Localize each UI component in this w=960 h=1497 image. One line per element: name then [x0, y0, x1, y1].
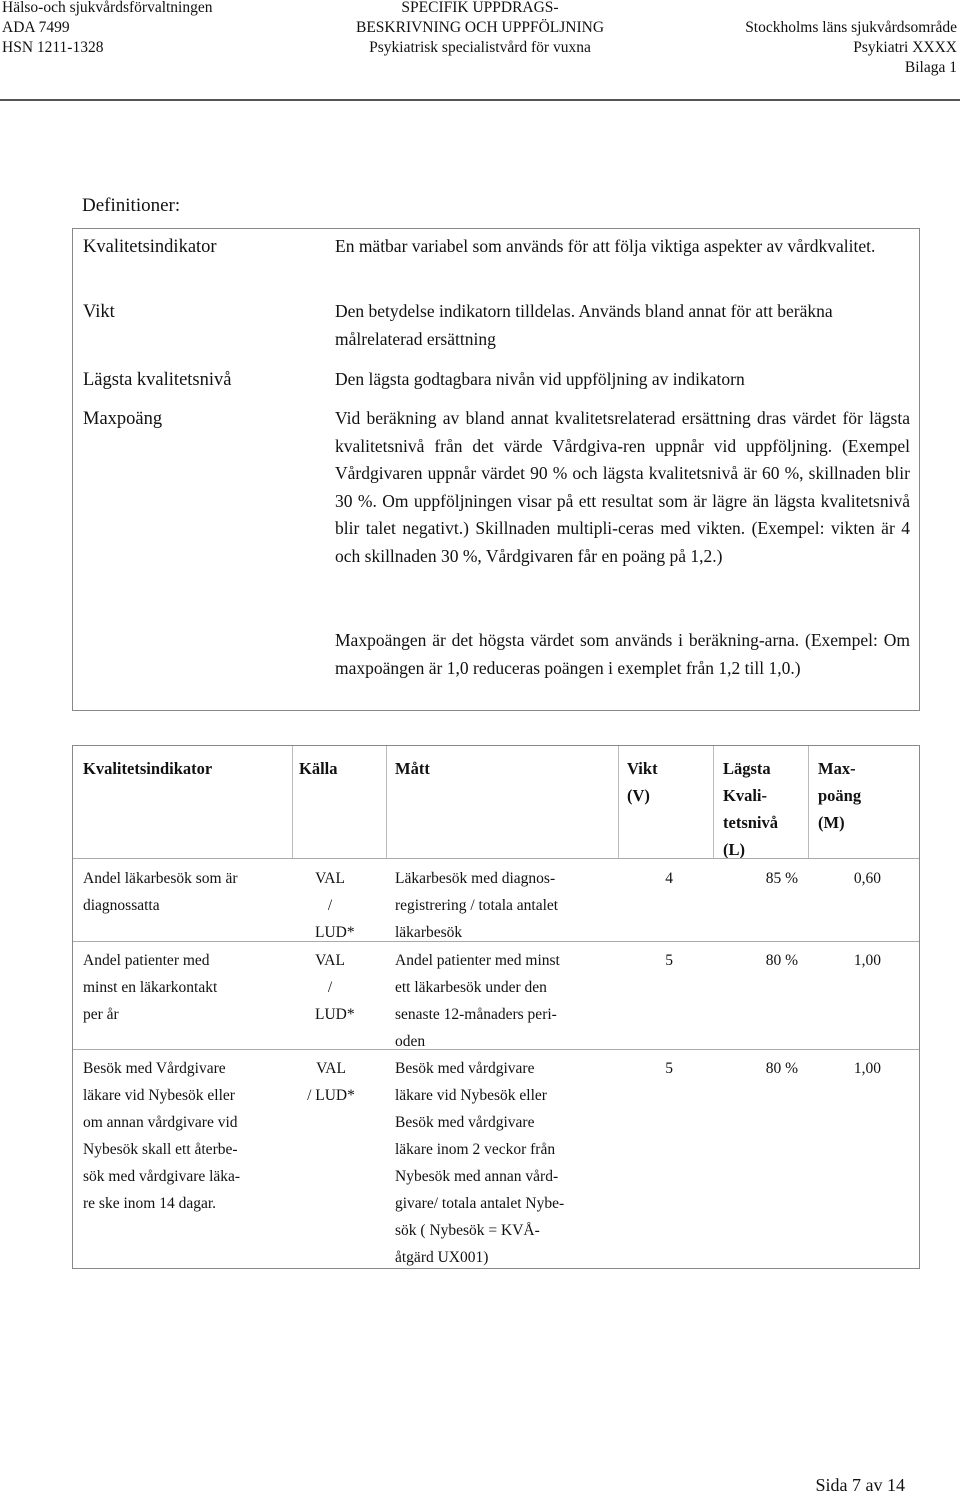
- row-max-points: 1,00: [853, 952, 881, 969]
- row-source: VAL / LUD*: [315, 952, 355, 1023]
- header-title-3: Psykiatrisk specialistvård för vuxna: [369, 39, 591, 56]
- row-max-points: 1,00: [853, 1060, 881, 1077]
- def-desc-maxpoang-2: Maxpoängen är det högsta värdet som används i beräkning-arna. (Exempel: Om maxpoängen är 1,0 reduceras poängen i exemplet från 1,2 till 1,0.): [335, 630, 910, 678]
- def-term-kvalitetsindikator: Kvalitetsindikator: [83, 237, 217, 257]
- header-divider: [0, 99, 960, 101]
- header-title-2: BESKRIVNING OCH UPPFÖLJNING: [355, 19, 605, 36]
- definitions-title: Definitioner:: [82, 195, 181, 216]
- col-header-weight: Vikt (V): [627, 759, 658, 805]
- def-term-vikt: Vikt: [83, 302, 115, 322]
- row-measure: Läkarbesök med diagnos- registrering / totala antalet läkarbesök: [395, 870, 559, 941]
- row-min-level: 80 %: [765, 1060, 798, 1077]
- def-desc-lagsta: Den lägsta godtagbara nivån vid uppföljning av indikatorn: [335, 369, 745, 389]
- definitions-table: [72, 228, 920, 711]
- row-source: VAL / LUD*: [315, 870, 355, 941]
- col-header-source: Källa: [299, 759, 338, 778]
- header-ada: ADA 7499: [2, 19, 70, 36]
- row-min-level: 85 %: [765, 870, 798, 887]
- col-header-min-level: Lägsta Kvali- tetsnivå (L): [723, 759, 778, 859]
- header-right: [745, 0, 957, 78]
- row-indicator: Andel läkarbesök som är diagnossatta: [83, 870, 238, 914]
- col-header-measure: Mått: [395, 759, 430, 778]
- row-measure: Andel patienter med minst ett läkarbesök under den senaste 12-månaders peri- oden: [395, 952, 560, 1050]
- row-indicator: Andel patienter med minst en läkarkontakt per år: [83, 952, 218, 1023]
- header-hsn: HSN 1211-1328: [2, 39, 104, 56]
- def-term-maxpoang: Maxpoäng: [83, 409, 163, 429]
- def-desc-maxpoang: Vid beräkning av bland annat kvalitetsrelaterad ersättning dras värdet för lägsta kvalitetsnivå från det värde Vårdgiva-ren uppnår vid uppföljning. (Exempel Vårdgivaren uppnår värdet 90 % och lägsta kvalitetsnivå är 60 %, skillnaden blir 30 %. Om uppföljningen visar på ett resultat som är lägre än lägsta kvalitetsnivå blir talet negativt.) Skillnaden multipli-ceras med vikten. (Exempel: vikten är 4 och skillnaden 30 %, Vårdgivaren får en poäng på 1,2.): [335, 408, 910, 566]
- header-title-1: SPECIFIK UPPDRAGS-: [401, 0, 559, 16]
- header-org: Hälso-och sjukvårdsförvaltningen: [2, 0, 213, 16]
- header-region: Stockholms läns sjukvårdsområde: [745, 19, 957, 36]
- header-bilaga: Bilaga 1: [904, 59, 957, 76]
- row-measure: Besök med vårdgivare läkare vid Nybesök eller Besök med vårdgivare läkare inom 2 veckor från Nybesök med annan vård- givare/ totala antalet Nybe- sök ( Nybesök = KVÅ- åtgärd UX001): [395, 1060, 565, 1266]
- row-indicator: Besök med Vårdgivare läkare vid Nybesök eller om annan vårdgivare vid Nybesök skall ett återbe- sök med vårdgivare läka- re ske inom 14 dagar.: [83, 1060, 241, 1212]
- row-source: VAL / LUD*: [307, 1060, 355, 1104]
- def-desc-kvalitetsindikator: En mätbar variabel som används för att följa viktiga aspekter av vårdkvalitet.: [335, 236, 876, 256]
- row-weight: 5: [665, 1060, 673, 1077]
- col-header-max-points: Max- poäng (M): [818, 759, 862, 832]
- def-term-lagsta: Lägsta kvalitetsnivå: [83, 370, 232, 390]
- col-header-indicator: Kvalitetsindikator: [83, 759, 213, 778]
- quality-indicator-table: [72, 745, 920, 1269]
- row-weight: 4: [665, 870, 673, 887]
- def-desc-vikt: Den betydelse indikatorn tilldelas. Används bland annat för att beräkna målrelaterad ersättning: [335, 301, 833, 349]
- row-weight: 5: [665, 952, 673, 969]
- row-min-level: 80 %: [765, 952, 798, 969]
- page-number: Sida 7 av 14: [815, 1475, 905, 1495]
- header-psykiatri: Psykiatri XXXX: [853, 39, 957, 56]
- row-max-points: 0,60: [853, 870, 881, 887]
